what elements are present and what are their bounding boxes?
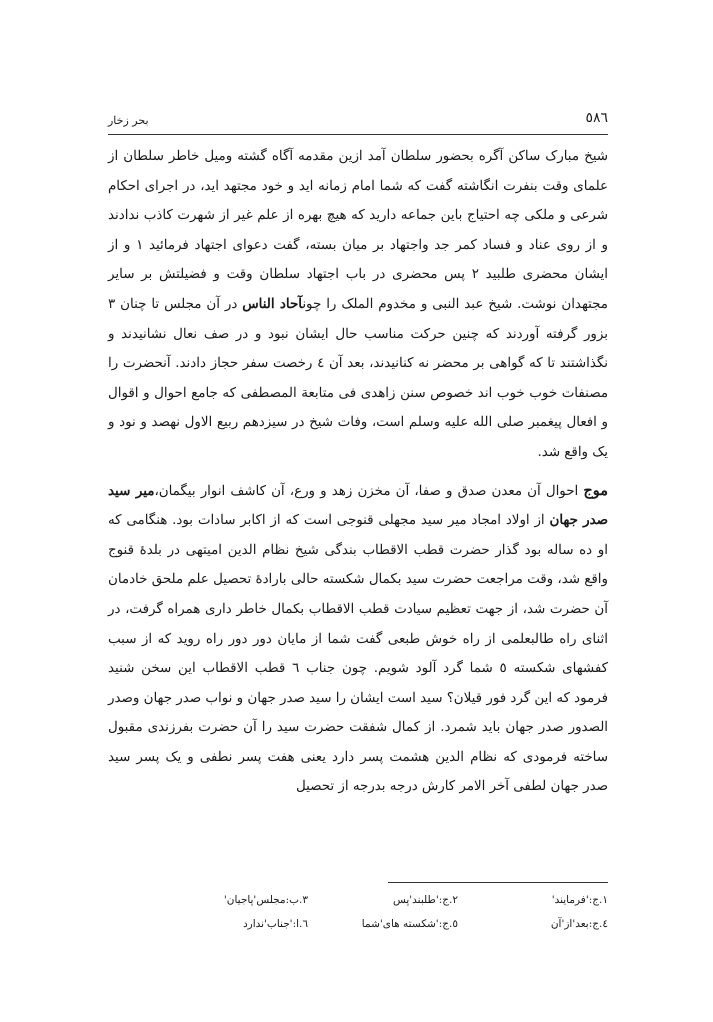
header-rule <box>108 134 608 135</box>
footnote-1: ١.ج:'فرمایند' <box>551 894 608 906</box>
footnote-6: ٦.ا:'جناب'ندارد <box>242 918 308 930</box>
paragraph1-bold-phrase: آحاد الناس <box>242 295 303 312</box>
footnote-rule <box>388 882 608 883</box>
page-number: ٥٨٦ <box>585 110 608 126</box>
paragraph1-text-b: در آن مجلس تا چنان ٣ بزور گرفته آوردند که چنین حرکت مناسب حال ایشان نبود و در صف نعال نشانیدند و نگذاشتند تا که گواهی بر محضر نه کنانیدند، بعد آن ٤ رخصت سفر حجاز دادند. آنحضرت را مصنفات خوب خوب اند خصوص سنن زاهدی فی متابعة المصطفی که جامع احوال و اقوال و افعال پیغمبر صلی الله علیه وسلم است، وفات شیخ در سیزدهم ربیع الاول نهصد و نود و یک واقع شد. <box>108 296 609 460</box>
body-text <box>108 142 608 802</box>
paragraph-mawj <box>108 476 608 803</box>
footnotes <box>108 888 608 936</box>
footnote-2: ٢.ج:'طلبند'پس <box>392 894 458 906</box>
footnote-4: ٤.ج:بعد'از'آن <box>550 918 608 930</box>
footnote-5: ٥.ج:'شکسته های'شما <box>361 918 458 930</box>
page-header <box>108 110 608 132</box>
entry-heading: موج <box>583 481 608 499</box>
paragraph2-bold-name: میر سید صدر جهان <box>108 482 608 529</box>
running-title: بحر زخار <box>108 114 149 127</box>
paragraph2-text-a: احوال آن معدن صدق و صفا، آن مخزن زهد و ورع، آن کاشف انوار بیگمان، <box>154 483 584 499</box>
paragraph2-text-b: از اولاد امجاد میر سید مجهلی قنوجی است که از اکابر سادات بود. هنگامی که او ده ساله بود گذار حضرت قطب الاقطاب بندگی شیخ نظام الدین امیتهی در بلدهٔ قنوج واقع شد، وقت مراجعت حضرت سید بکمال شکسته حالی بارادهٔ تحصیل علم ملحق خادمان آن حضرت شد، از جهت تعظیم سیادت قطب الاقطاب بکمال خاطر داری همراه گرفت، در اثنای راه طالبعلمی از راه خوش طبعی گفت شما از مایان دور دور راه روید که از سبب کفشهای شکسته ٥ شما گرد آلود شویم. چون جناب ٦ قطب الاقطاب این سخن شنید فرمود که این گرد فور قیلان؟ سید است ایشان را سید صدر جهان و نواب صدر جهان وصدر الصدور صدر جهان باید شمرد. از کمال شفقت حضرت سید را آن حضرت بفرزندی مقبول ساخته فرمودی که نظام الدین هشمت پسر دارد یعنی هفت پسر نطفی و یک پسر سید صدر جهان لطفی آخر الامر کارش درجه بدرجه از تحصیل <box>108 513 608 795</box>
document-page <box>108 98 608 998</box>
paragraph-sheikh-mubarak <box>108 142 608 468</box>
footnote-3: ٣.ب:مجلس'پاجیان' <box>223 894 308 906</box>
footnote-row <box>108 912 608 936</box>
footnote-row <box>108 888 608 912</box>
paragraph1-text-a: شیخ مبارک ساکن آگره بحضور سلطان آمد ازین مقدمه آگاه گشته ومیل خاطر سلطان از علمای وقت بنفرت انگاشته گفت که شما امام زمانه اید و خود مجتهد اید، در اجرای احکام شرعی و ملکی چه احتیاج باین جماعه دارید که هیچ بهره از علم غیر از شهرت کاذب ندادند و از روی عناد و فساد کمر جد واجتهاد بر میان بسته، گفت دعوای اجتهاد فرمائید ١ و از ایشان محضری طلبید ٢ پس محضری در باب اجتهاد سلطان وقت و فضیلتش بر سایر مجتهدان نوشت. شیخ عبد النبی و مخدوم الملک را چون <box>108 149 608 312</box>
